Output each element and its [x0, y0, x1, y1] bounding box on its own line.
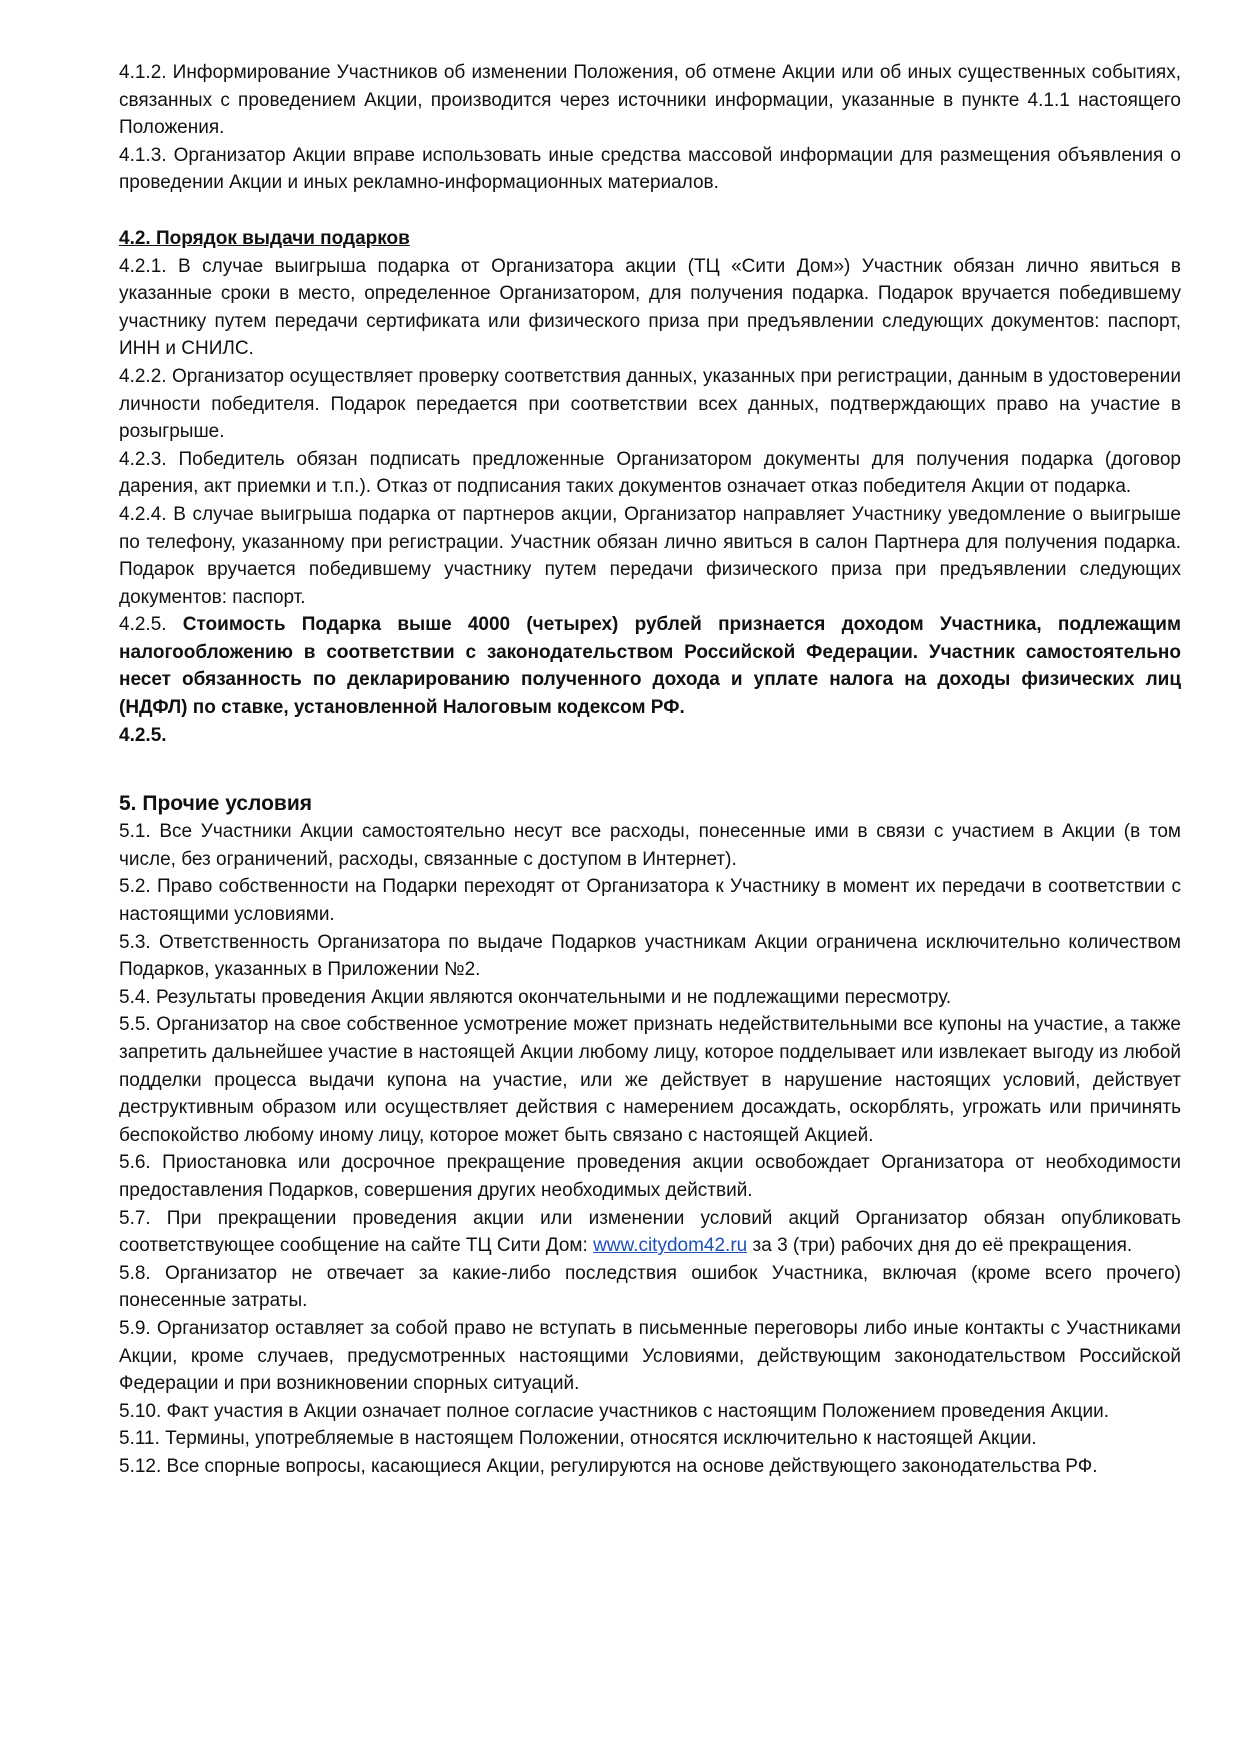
clause-4-2-5: [119, 611, 1181, 721]
clause-4-2-1: 4.2.1. В случае выигрыша подарка от Организатора акции (ТЦ «Сити Дом») Участник обязан лично явиться в указанные сроки в место, определенное Организатором, для получения подарка. Подарок вручается победившему участнику путем передачи сертификата или физического приза при предъявлении следующих документов: паспорт, ИНН и СНИЛС.: [119, 255, 1181, 360]
clause-4-2-2: 4.2.2. Организатор осуществляет проверку соответствия данных, указанных при регистрации, данным в удостоверении личности победителя. Подарок передается при соответствии всех данных, подтверждающих право на участие в розыгрыше.: [119, 365, 1181, 443]
clause-5-2: 5.2. Право собственности на Подарки переходят от Организатора к Участнику в момент их передачи в соответствии с настоящими условиями.: [119, 876, 1181, 926]
clause-4-2-5-tax-text: Стоимость Подарка выше 4000 (четырех) рублей признается доходом Участника, подлежащим налогообложению в соответствии с законодательством Российской Федерации. Участник самостоятельно несет обязанность по декларированию полученного дохода и уплате налога на доходы физических лиц (НДФЛ) по ставке, установленной Налоговым кодексом РФ.: [119, 614, 1181, 719]
section-4-2-heading: 4.2. Порядок выдачи подарков: [119, 227, 410, 249]
document-page: [119, 59, 1181, 1481]
clause-5-5: 5.5. Организатор на свое собственное усмотрение может признать недействительными все купоны на участие, а также запретить дальнейшее участие в настоящей Акции любому лицу, которое подделывает или извлекает выгоду из любой подделки процесса выдачи купона на участие, или же действует в нарушение настоящих условий, действует деструктивным образом или осуществляет действия с намерением досаждать, оскорблять, угрожать или причинять беспокойство любому иному лицу, которое может быть связано с настоящей Акцией.: [119, 1014, 1181, 1146]
clause-5-7-text-before: 5.7. При прекращении проведения акции или изменении условий акций Организатор обязан опубликовать соответствующее сообщение на сайте ТЦ Сити Дом:: [119, 1207, 1181, 1257]
clause-5-9: 5.9. Организатор оставляет за собой право не вступать в письменные переговоры либо иные контакты с Участниками Акции, кроме случаев, предусмотренных настоящими Условиями, действующим законодательством Российской Федерации и при возникновении спорных ситуаций.: [119, 1317, 1181, 1395]
clause-4-2-4: 4.2.4. В случае выигрыша подарка от партнеров акции, Организатор направляет Участнику уведомление о выигрыше по телефону, указанному при регистрации. Участник обязан лично явиться в салон Партнера для получения подарка. Подарок вручается победившему участнику путем передачи физического приза при предъявлении следующих документов: паспорт.: [119, 503, 1181, 608]
spacer: [119, 197, 1181, 225]
clause-5-6: 5.6. Приостановка или досрочное прекращение проведения акции освобождает Организатора от необходимости предоставления Подарков, совершения других необходимых действий.: [119, 1152, 1181, 1201]
clause-5-3: 5.3. Ответственность Организатора по выдаче Подарков участникам Акции ограничена исключительно количеством Подарков, указанных в Приложении №2.: [119, 931, 1181, 981]
spacer: [119, 749, 1181, 790]
clause-4-2-5-empty: 4.2.5.: [119, 724, 167, 746]
clause-5-8: 5.8. Организатор не отвечает за какие-либо последствия ошибок Участника, включая (кроме всего прочего) понесенные затраты.: [119, 1262, 1181, 1312]
clause-5-10: 5.10. Факт участия в Акции означает полное согласие участников с настоящим Положением проведения Акции.: [119, 1400, 1109, 1422]
clause-5-11: 5.11. Термины, употребляемые в настоящем Положении, относятся исключительно к настоящей Акции.: [119, 1428, 1037, 1450]
clause-4-2-5-number: 4.2.5.: [119, 614, 167, 636]
clause-5-4: 5.4. Результаты проведения Акции являются окончательными и не подлежащими пересмотру.: [119, 986, 952, 1008]
clause-4-2-3: 4.2.3. Победитель обязан подписать предложенные Организатором документы для получения подарка (договор дарения, акт приемки и т.п.). Отказ от подписания таких документов означает отказ победителя Акции от подарка.: [119, 448, 1181, 498]
citydom-website-link[interactable]: www.citydom42.ru: [593, 1235, 748, 1257]
section-5-heading: 5. Прочие условия: [119, 792, 312, 816]
clause-4-1-3: 4.1.3. Организатор Акции вправе использовать иные средства массовой информации для размещения объявления о проведении Акции и иных рекламно-информационных материалов.: [119, 144, 1181, 194]
clause-5-7-text-after: за 3 (три) рабочих дня до её прекращения.: [747, 1235, 1133, 1257]
clause-4-1-2: 4.1.2. Информирование Участников об изменении Положения, об отмене Акции или об иных существенных событиях, связанных с проведением Акции, производится через источники информации, указанные в пункте 4.1.1 настоящего Положения.: [119, 62, 1181, 139]
clause-5-12: 5.12. Все спорные вопросы, касающиеся Акции, регулируются на основе действующего законодательства РФ.: [119, 1455, 1098, 1477]
clause-5-7: [119, 1205, 1181, 1260]
clause-5-1: 5.1. Все Участники Акции самостоятельно несут все расходы, понесенные ими в связи с участием в Акции (в том числе, без ограничений, расходы, связанные с доступом в Интернет).: [119, 821, 1181, 870]
